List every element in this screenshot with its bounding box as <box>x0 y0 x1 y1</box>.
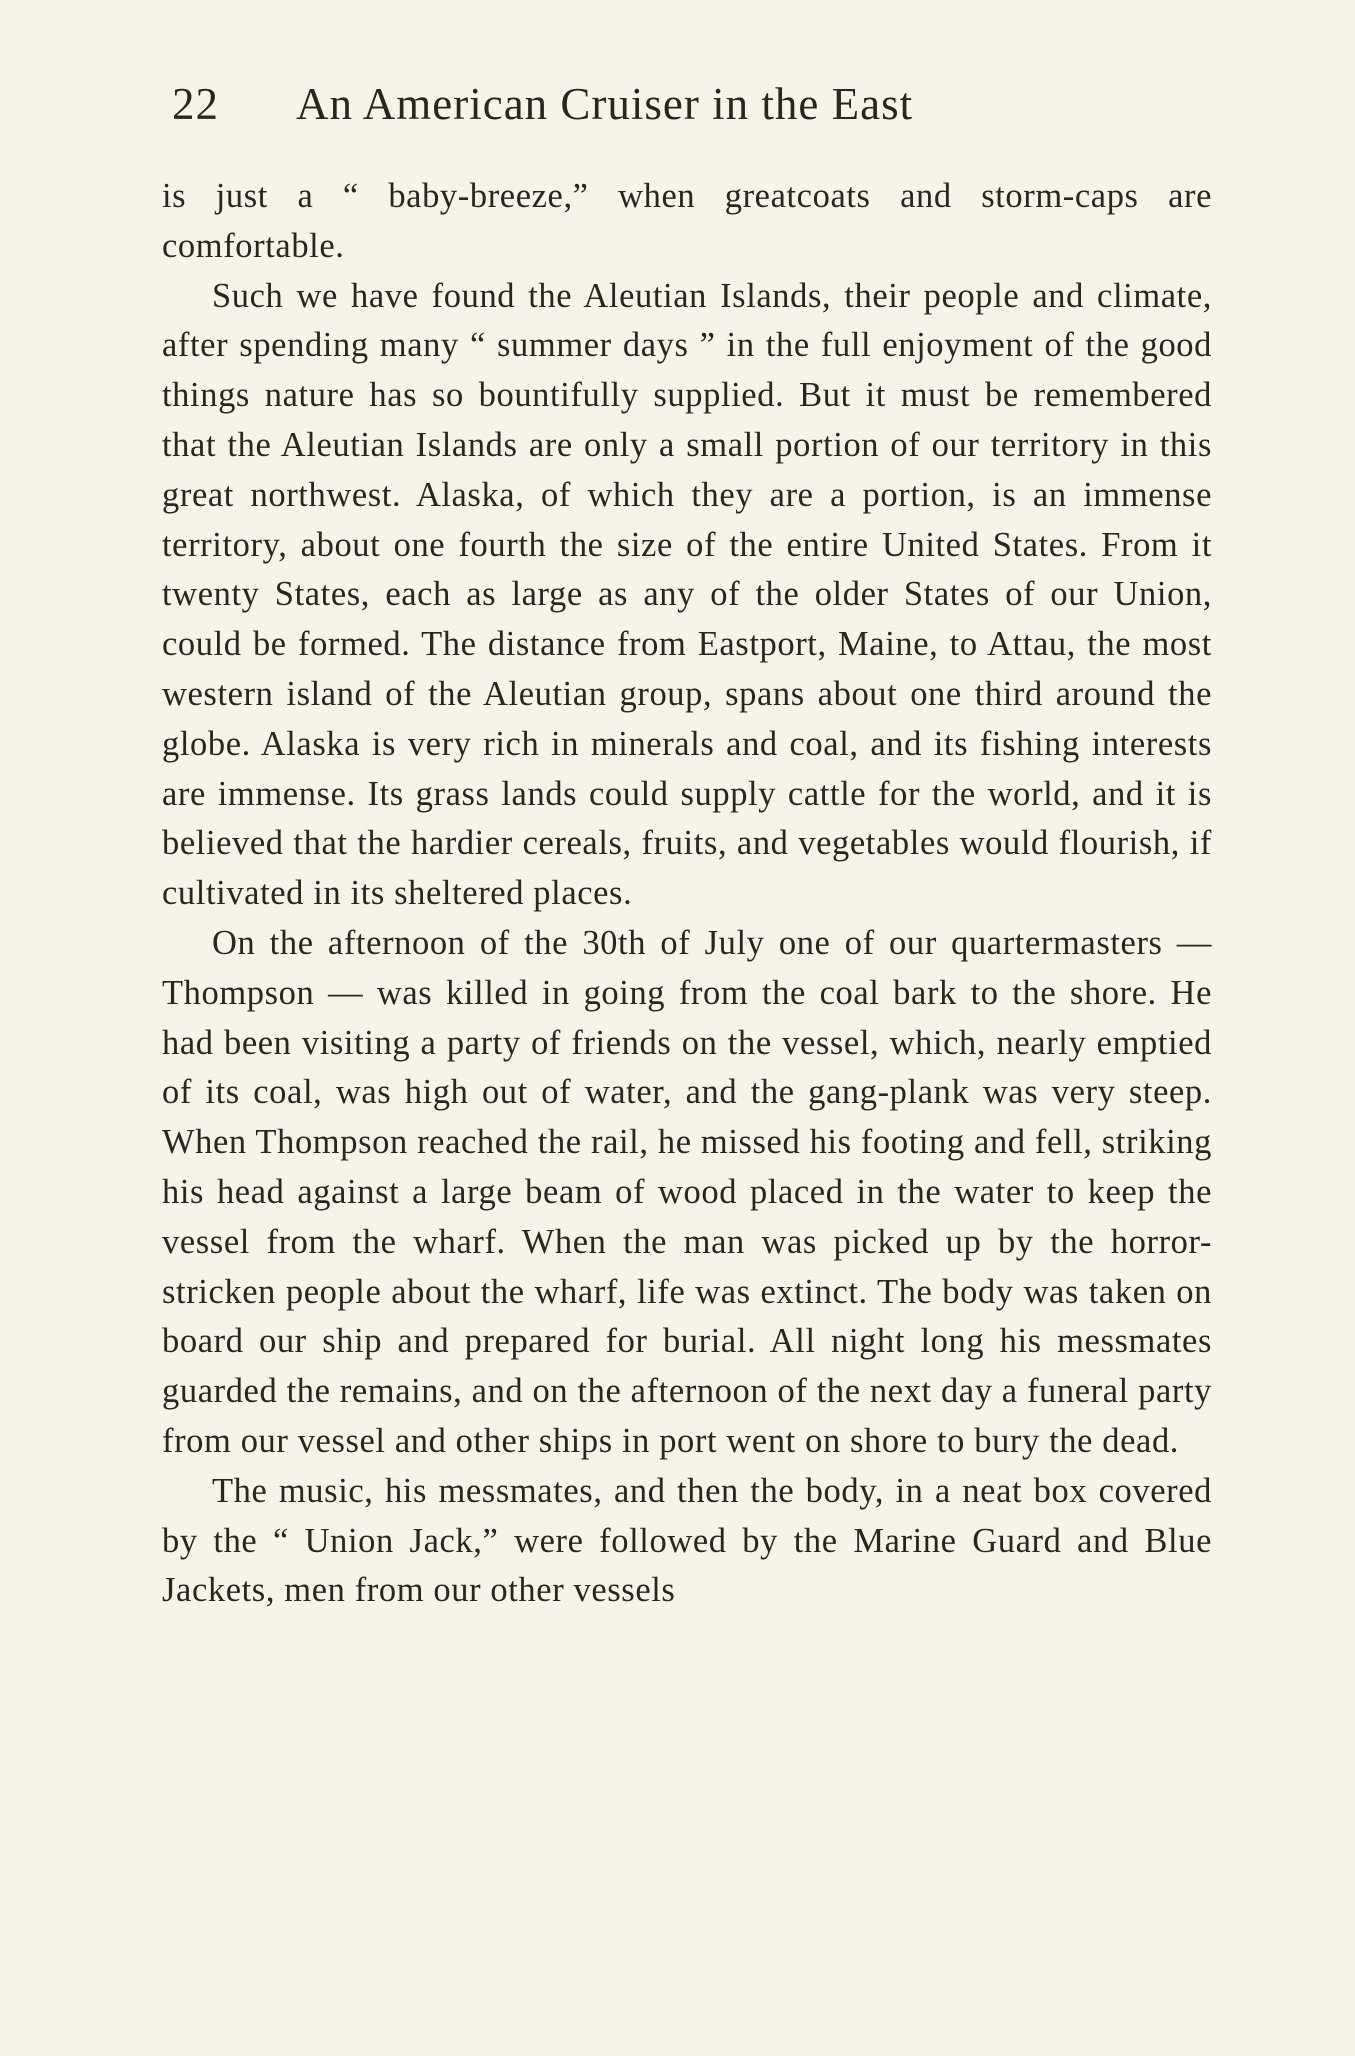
paragraph-continuation: is just a “ baby-breeze,” when greatcoats and storm-caps are comfortable. <box>162 177 1212 265</box>
running-title: An American Cruiser in the East <box>296 79 914 129</box>
running-head <box>172 78 1212 138</box>
paragraph-thompson-death: On the afternoon of the 30th of July one of our quartermasters — Thompson — was killed in going from the coal bark to the shore. He had been visiting a party of friends on the vessel, which, nearly emptied of its coal, was high out of water, and the gang-plank was very steep. When Thompson reached the rail, he missed his footing and fell, striking his head against a large beam of wood placed in the water to keep the vessel from the wharf. When the man was picked up by the horror-stricken people about the wharf, life was extinct. The body was taken on board our ship and prepared for burial. All night long his messmates guarded the remains, and on the afternoon of the next day a funeral party from our vessel and other ships in port went on shore to bury the dead. <box>162 923 1212 1460</box>
page-number: 22 <box>172 79 219 129</box>
paragraph-aleutian-islands: Such we have found the Aleutian Islands, their people and climate, after spending many “ summer days ” in the full enjoyment of the good things nature has so bountifully supplied. But it must be remembered that the Aleutian Islands are only a small portion of our territory in this great northwest. Alaska, of which they are a portion, is an immense territory, about one fourth the size of the entire United States. From it twenty States, each as large as any of the older States of our Union, could be formed. The distance from Eastport, Maine, to Attau, the most western island of the Aleutian group, spans about one third around the globe. Alaska is very rich in minerals and coal, and its fishing interests are immense. Its grass lands could supply cattle for the world, and it is believed that the hardier cereals, fruits, and vegetables would flourish, if cultivated in its sheltered places. <box>162 276 1212 913</box>
paragraph-funeral-procession: The music, his messmates, and then the body, in a neat box covered by the “ Union Jack,” were followed by the Marine Guard and Blue Jackets, men from our other vessels <box>162 1471 1212 1610</box>
body-text <box>162 172 1212 1616</box>
